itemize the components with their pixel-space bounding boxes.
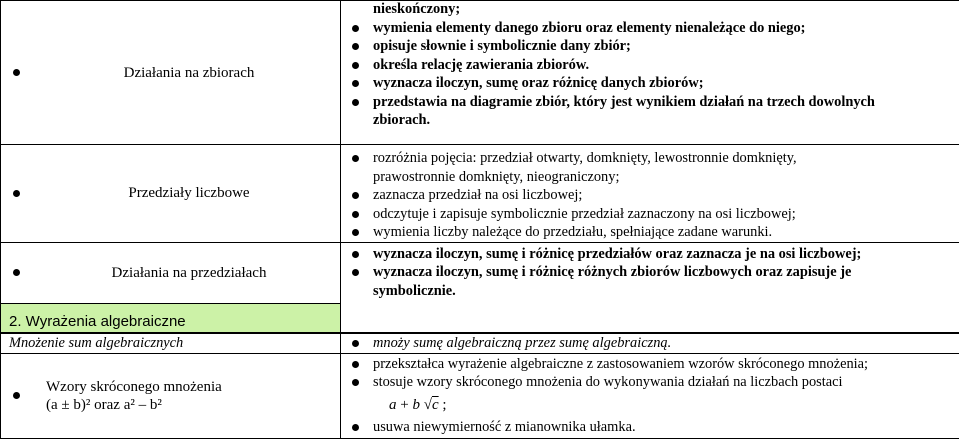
list-item: wymienia liczby należące do przedziału, spełniające zadane warunki. [341,223,955,242]
bullet-icon [13,392,20,399]
list-item: przedstawia na diagramie zbiór, który jest wynikiem działań na trzech dowolnych [341,93,955,112]
topic-label: Działania na przedziałach [111,264,267,281]
list-item: rozróżnia pojęcia: przedział otwarty, domknięty, lewostronnie domknięty, [341,149,955,168]
list-item: zbiorach. [373,112,431,128]
requirements-list [341,355,959,437]
topic-cell [1,353,341,438]
formula-b: b [412,396,420,413]
topic-label: Działania na zbiorach [123,64,255,81]
topic [1,243,340,303]
formula-a: a [389,396,397,413]
list-item: nieskończony; [373,1,461,17]
list-item: przekształca wyrażenie algebraiczne z zastosowaniem wzorów skróconego mnożenia; [341,355,955,374]
formula-tail: ; [442,396,447,413]
sqrt-icon: √ [423,396,432,413]
topic-label [38,378,340,414]
topic-line: Wzory skróconego mnożenia [46,378,222,395]
list-item: stosuje wzory skróconego mnożenia do wykonywania działań na liczbach postaci [341,373,955,392]
section-cell [1,303,341,332]
table-row [1,242,959,303]
list-item: opisuje słownie i symbolicznie dany zbiór; [341,37,955,56]
bullet-icon [13,269,20,276]
formula-plus: + [400,396,409,413]
topic-cell [1,333,341,353]
list-item: określa relację zawierania zbiorów. [341,56,955,75]
requirements-cell [341,333,959,353]
table-row [1,353,959,438]
requirements-list [341,149,959,242]
table-row [1,333,959,353]
topic-cell [1,145,341,243]
list-item: wymienia elementy danego zbioru oraz elementy nienależące do niego; [341,19,955,38]
list-item: mnoży sumę algebraiczną przez sumę algebraiczną. [341,334,955,353]
requirements-cell [341,145,959,243]
topic-label: Przedziały liczbowe [128,185,250,201]
requirements-list [341,245,959,301]
topic-cell [1,1,341,145]
section-title: 2. Wyrażenia algebraiczne [9,312,186,330]
list-item: prawostronnie domknięty, nieograniczony; [373,168,620,185]
bullet-icon [13,69,20,76]
topic-label: Mnożenie sum algebraicznych [9,334,184,351]
topic [1,145,340,241]
topic-formula: (a ± b)² oraz a² – b² [46,396,162,413]
topic [1,1,340,144]
formula-c: c [431,396,439,413]
topic-cell [1,242,341,303]
list-item: symbolicznie. [373,282,456,299]
table-row [1,1,959,145]
list-item: usuwa niewymierność z mianownika ułamka. [341,418,955,437]
bullet-icon [13,190,20,197]
topic [1,354,340,438]
list-item: odczytuje i zapisuje symbolicznie przedział zaznaczony na osi liczbowej; [341,205,955,224]
list-item: zaznacza przedział na osi liczbowej; [341,186,955,205]
requirements-cell [341,242,959,332]
list-item: wyznacza iloczyn, sumę oraz różnicę danych zbiorów; [341,74,955,93]
requirements-list [341,0,959,130]
requirements-list [341,334,959,353]
list-item: wyznacza iloczyn, sumę i różnicę różnych zbiorów liczbowych oraz zapisuje je [341,263,955,282]
formula-line [341,392,955,418]
table-row [1,145,959,243]
requirements-cell [341,353,959,438]
requirements-cell [341,1,959,145]
list-item: wyznacza iloczyn, sumę i różnicę przedziałów oraz zaznacza je na osi liczbowej; [341,245,955,264]
